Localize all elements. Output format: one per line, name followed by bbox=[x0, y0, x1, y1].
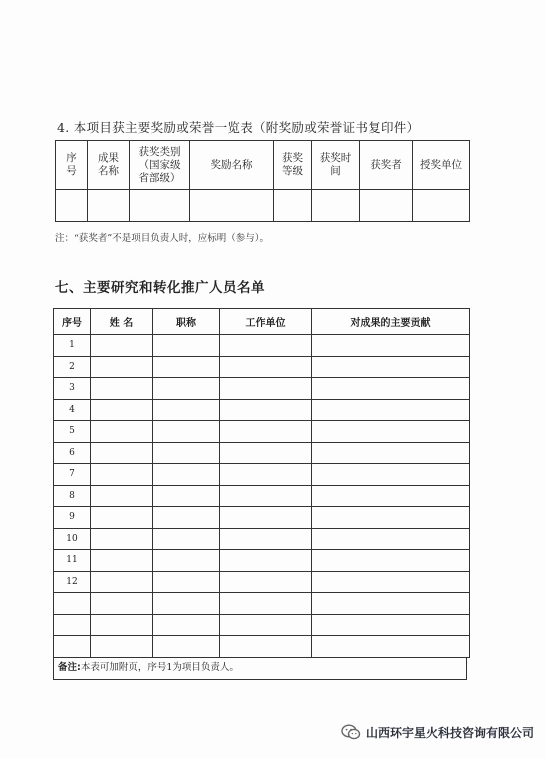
table-cell bbox=[312, 399, 470, 421]
footnote-text: 本表可加附页，序号1为项目负责人。 bbox=[80, 662, 239, 673]
watermark bbox=[341, 724, 534, 741]
table-cell bbox=[220, 528, 312, 550]
header-title: 职称 bbox=[153, 309, 220, 335]
table-cell bbox=[91, 464, 153, 486]
table-cell bbox=[220, 593, 312, 615]
header-contribution: 对成果的主要贡献 bbox=[312, 309, 470, 335]
row-number: 3 bbox=[54, 378, 91, 400]
row-number: 5 bbox=[54, 421, 91, 443]
table-cell bbox=[91, 528, 153, 550]
table-row bbox=[54, 335, 470, 357]
table-row bbox=[54, 614, 470, 636]
table-cell bbox=[220, 571, 312, 593]
table-cell bbox=[153, 614, 220, 636]
table-cell bbox=[91, 507, 153, 529]
wechat-icon bbox=[341, 724, 361, 741]
table-row bbox=[56, 190, 470, 222]
table-cell bbox=[312, 485, 470, 507]
table-cell bbox=[153, 442, 220, 464]
awardee-note: 注：“获奖者”不是项目负责人时，应标明（参与）。 bbox=[55, 233, 269, 244]
table-cell bbox=[220, 378, 312, 400]
header-work-unit: 工作单位 bbox=[220, 309, 312, 335]
table-row bbox=[54, 528, 470, 550]
table-cell bbox=[153, 485, 220, 507]
footnote-label: 备注: bbox=[58, 662, 81, 673]
header-awardee: 获奖者 bbox=[360, 141, 413, 190]
table-cell bbox=[220, 442, 312, 464]
table-cell bbox=[220, 356, 312, 378]
table-cell bbox=[91, 571, 153, 593]
staff-table-header bbox=[54, 309, 470, 335]
row-number: 1 bbox=[54, 335, 91, 357]
table-cell bbox=[153, 464, 220, 486]
table-row bbox=[54, 442, 470, 464]
table-row bbox=[54, 636, 470, 658]
header-name: 姓 名 bbox=[91, 309, 153, 335]
table-row bbox=[54, 399, 470, 421]
table-cell bbox=[153, 378, 220, 400]
table-cell bbox=[220, 335, 312, 357]
table-cell bbox=[220, 507, 312, 529]
table-cell bbox=[312, 421, 470, 443]
table-cell bbox=[153, 550, 220, 572]
table-cell bbox=[220, 421, 312, 443]
table-cell bbox=[220, 614, 312, 636]
table-cell bbox=[312, 464, 470, 486]
header-award-category: 获奖类别 （国家级 省部级） bbox=[130, 141, 190, 190]
table-cell bbox=[91, 442, 153, 464]
table-cell bbox=[91, 485, 153, 507]
table-cell bbox=[312, 378, 470, 400]
table-cell bbox=[312, 550, 470, 572]
table-row bbox=[54, 378, 470, 400]
row-number: 9 bbox=[54, 507, 91, 529]
table-cell bbox=[91, 614, 153, 636]
table-cell bbox=[220, 464, 312, 486]
staff-table bbox=[53, 308, 470, 658]
row-number bbox=[54, 636, 91, 658]
table-cell bbox=[153, 421, 220, 443]
table-cell bbox=[312, 614, 470, 636]
header-award-name: 奖励名称 bbox=[190, 141, 274, 190]
section4-title: 4. 本项目获主要奖励或荣誉一览表（附奖励或荣誉证书复印件） bbox=[57, 120, 420, 135]
table-cell bbox=[220, 636, 312, 658]
table-row bbox=[54, 550, 470, 572]
row-number: 12 bbox=[54, 571, 91, 593]
row-number: 10 bbox=[54, 528, 91, 550]
table-cell bbox=[312, 636, 470, 658]
table-cell bbox=[91, 335, 153, 357]
award-table bbox=[55, 140, 470, 222]
table-cell bbox=[312, 507, 470, 529]
table-cell bbox=[91, 378, 153, 400]
award-table-header bbox=[56, 141, 470, 190]
row-number bbox=[54, 614, 91, 636]
table-cell bbox=[312, 593, 470, 615]
row-number: 7 bbox=[54, 464, 91, 486]
table-cell bbox=[153, 636, 220, 658]
table-cell bbox=[312, 356, 470, 378]
table-cell bbox=[220, 485, 312, 507]
header-award-time: 获奖时 间 bbox=[312, 141, 360, 190]
table-row bbox=[54, 464, 470, 486]
table-cell bbox=[312, 528, 470, 550]
table-row bbox=[54, 421, 470, 443]
table-cell bbox=[153, 571, 220, 593]
table-row bbox=[54, 356, 470, 378]
table-cell bbox=[91, 399, 153, 421]
header-index: 序 号 bbox=[56, 141, 88, 190]
table-row bbox=[54, 571, 470, 593]
header-awarding-unit: 授奖单位 bbox=[413, 141, 470, 190]
row-number: 8 bbox=[54, 485, 91, 507]
table-cell bbox=[91, 356, 153, 378]
table-row bbox=[54, 485, 470, 507]
table-cell bbox=[91, 550, 153, 572]
row-number: 4 bbox=[54, 399, 91, 421]
table-cell bbox=[153, 335, 220, 357]
table-cell bbox=[312, 442, 470, 464]
table-cell bbox=[220, 399, 312, 421]
row-number: 11 bbox=[54, 550, 91, 572]
section7-title: 七、主要研究和转化推广人员名单 bbox=[55, 280, 265, 296]
watermark-text: 山西环宇星火科技咨询有限公司 bbox=[365, 726, 534, 740]
table-cell bbox=[153, 528, 220, 550]
header-result-name: 成果 名称 bbox=[88, 141, 130, 190]
table-cell bbox=[153, 593, 220, 615]
table-cell bbox=[153, 507, 220, 529]
row-number: 2 bbox=[54, 356, 91, 378]
row-number bbox=[54, 593, 91, 615]
table-cell bbox=[91, 421, 153, 443]
table-cell bbox=[312, 571, 470, 593]
table-cell bbox=[153, 356, 220, 378]
table-cell bbox=[220, 550, 312, 572]
staff-footnote bbox=[53, 657, 467, 680]
table-cell bbox=[91, 636, 153, 658]
header-award-level: 获奖 等级 bbox=[274, 141, 312, 190]
table-cell bbox=[153, 399, 220, 421]
table-cell bbox=[91, 593, 153, 615]
table-row bbox=[54, 593, 470, 615]
table-row bbox=[54, 507, 470, 529]
header-seq: 序号 bbox=[54, 309, 91, 335]
row-number: 6 bbox=[54, 442, 91, 464]
table-cell bbox=[312, 335, 470, 357]
